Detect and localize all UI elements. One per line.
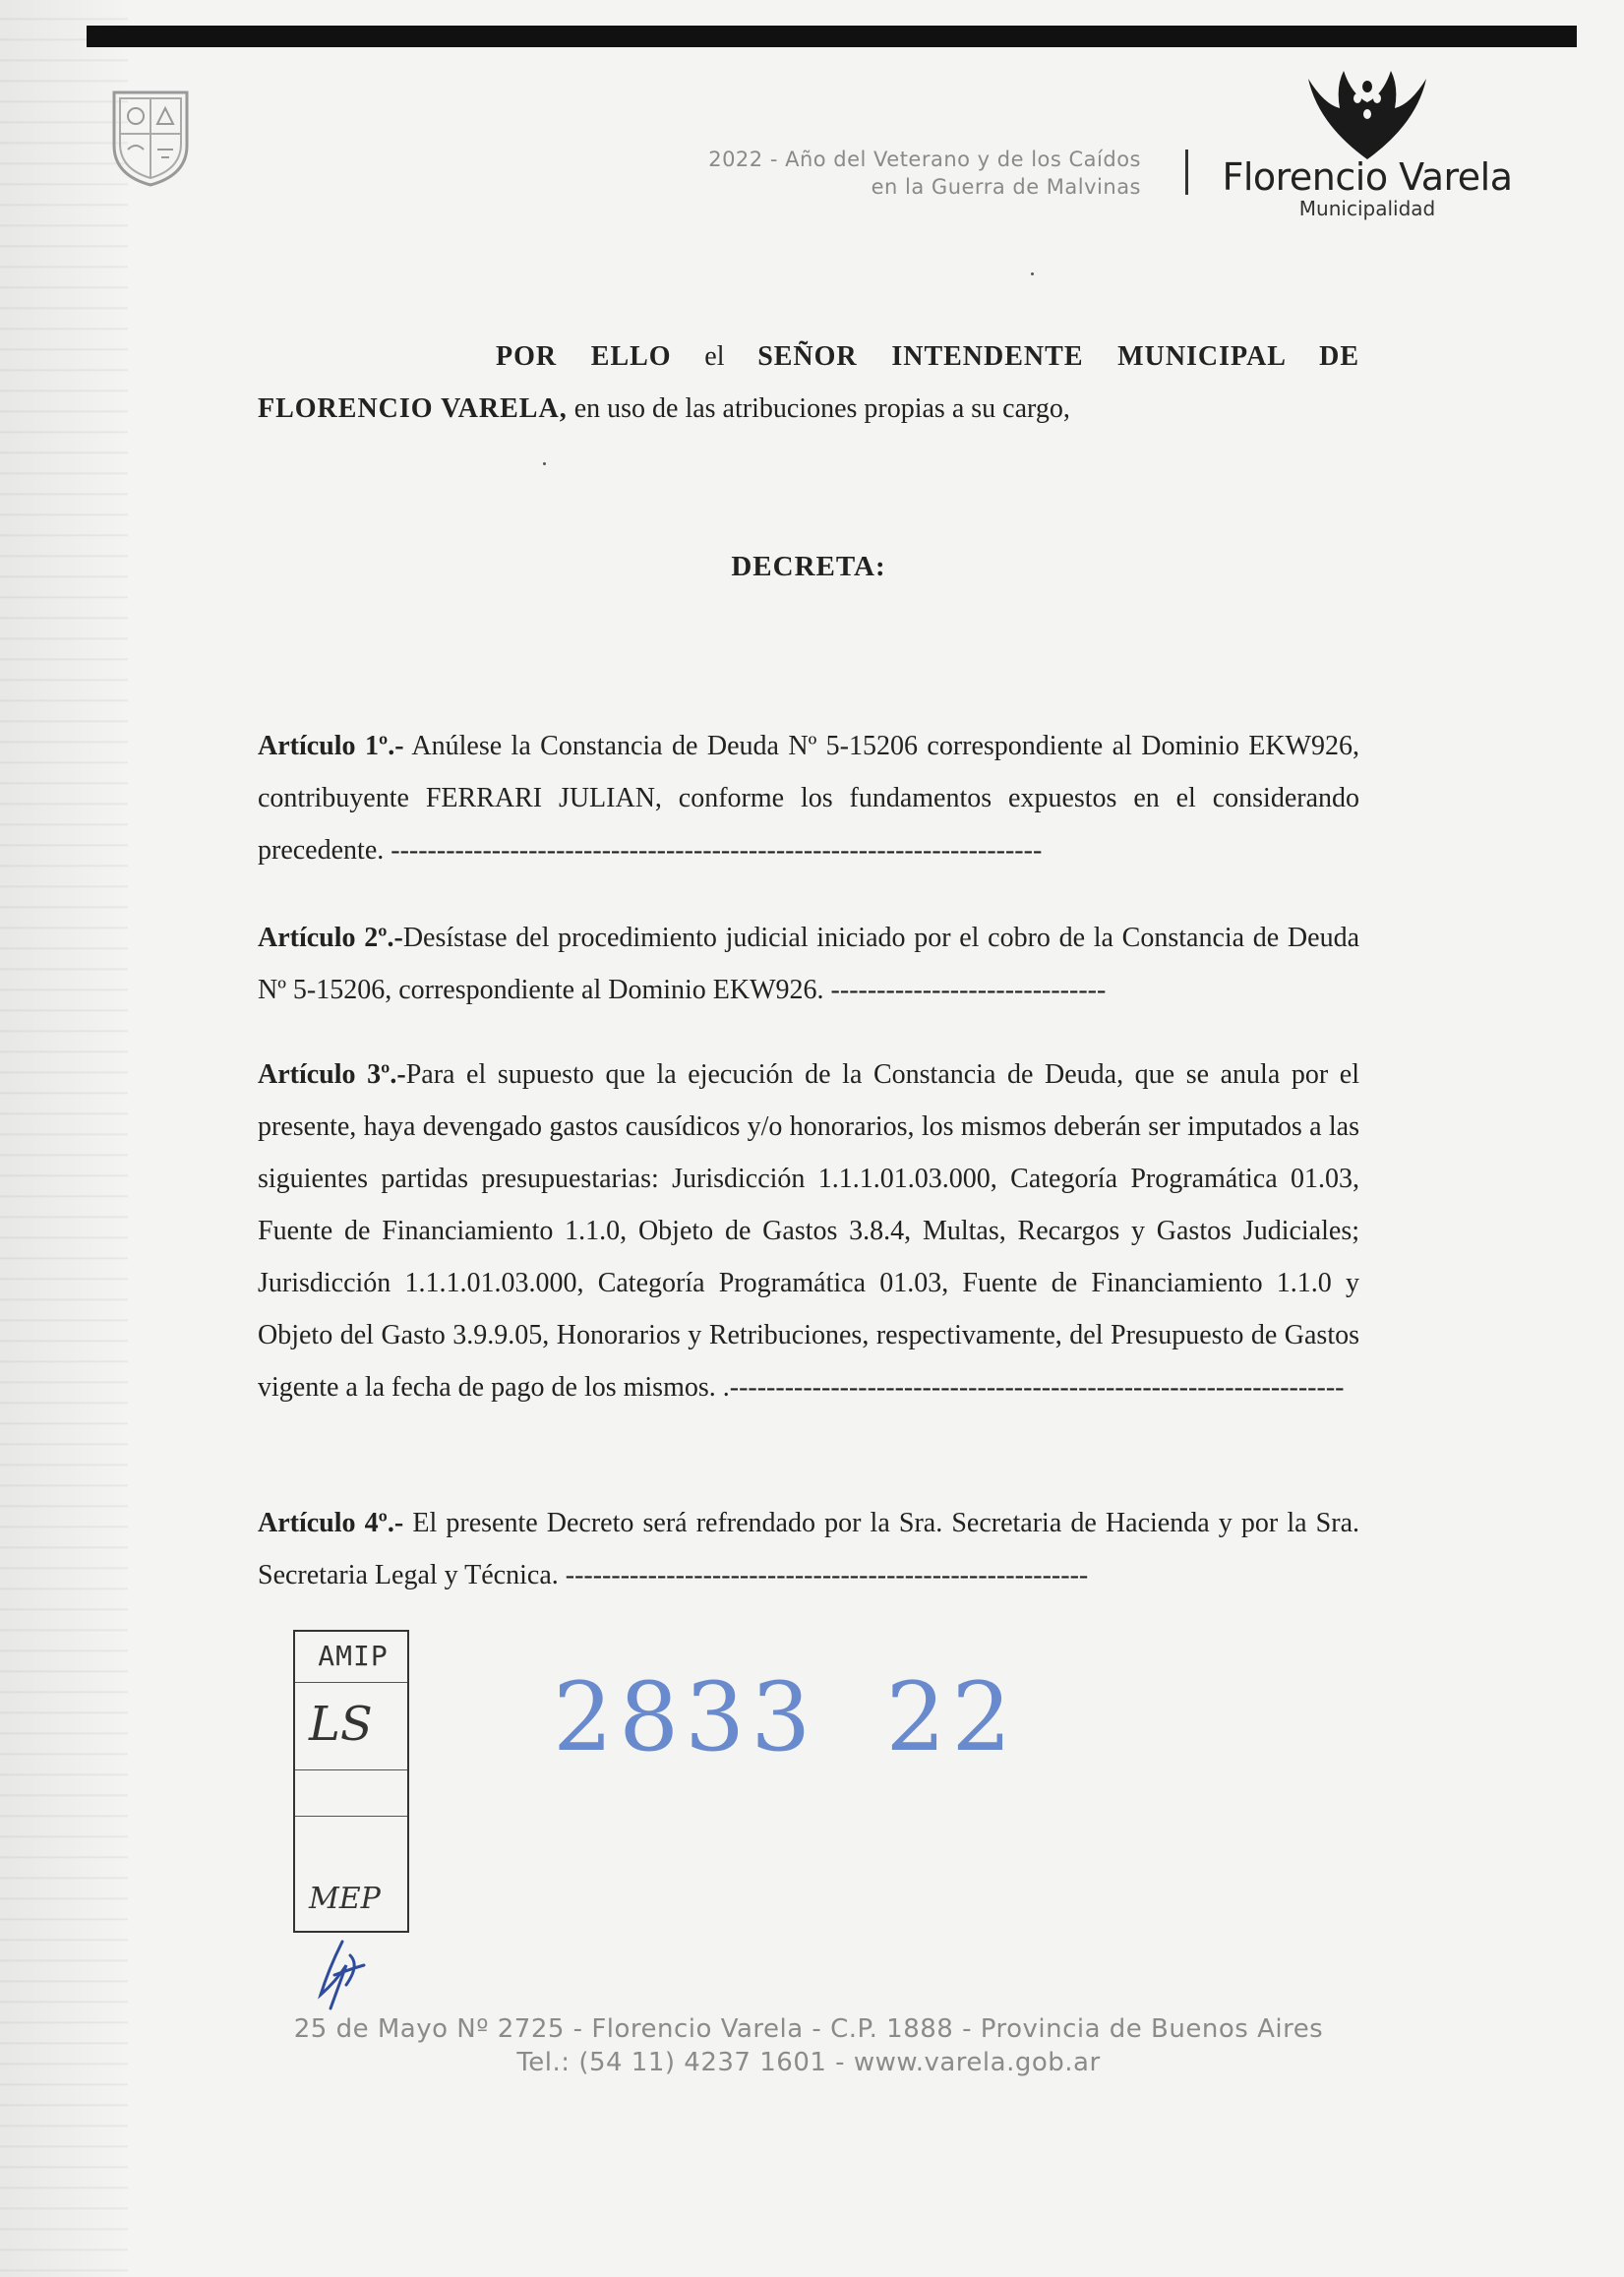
municipal-shield-icon — [110, 89, 191, 187]
preamble-tail: en uso de las atribuciones propias a su cargo, — [573, 393, 1070, 424]
stamp-initials-1: LS — [309, 1697, 373, 1752]
footer-contact: Tel.: (54 11) 4237 1601 - www.varela.gob.ar — [516, 2048, 1101, 2077]
decree-number-value: 2833 — [553, 1662, 817, 1772]
commemoration-line-1: 2022 - Año del Veterano y de los Caídos — [708, 148, 1141, 171]
brand-subtitle: Municipalidad — [1298, 197, 1436, 220]
article-4-text: El presente Decreto será refrendado por la Sra. Secretaria de Hacienda y por la Sra. Secretaria Legal y Técnica. --------------------------------------------------------- — [258, 1508, 1359, 1590]
article-1-text: Anúlese la Constancia de Deuda Nº 5-15206 correspondiente al Dominio EKW926, contribuyente FERRARI JULIAN, conforme los fundamentos expuestos en el considerando precedente. ----------------------------------------------------------------------- — [258, 731, 1359, 866]
stamp-label: AMIP — [318, 1640, 389, 1672]
article-1-title: Artículo 1º.- — [258, 731, 404, 761]
article-2 — [258, 912, 1359, 1016]
decree-number-year: 22 — [885, 1662, 1018, 1772]
stamp-blank-row — [295, 1769, 407, 1817]
brand-name: Florencio Varela — [1222, 155, 1513, 199]
scan-speck — [543, 462, 546, 465]
scan-speck — [1031, 272, 1034, 275]
preamble-connector: el — [704, 341, 725, 372]
header-divider — [1185, 150, 1188, 195]
article-2-text: Desístase del procedimiento judicial iniciado por el cobro de la Constancia de Deuda Nº 5-15206, correspondiente al Dominio EKW926. ------------------------------ — [258, 923, 1359, 1005]
scan-edge-artifact — [0, 0, 128, 2277]
handwritten-signature-icon — [291, 1936, 399, 2014]
approval-stamp — [293, 1630, 409, 1933]
preamble-lead-1: POR ELLO — [496, 341, 672, 372]
decreta-heading: DECRETA: — [731, 551, 886, 582]
article-3-text: Para el supuesto que la ejecución de la Constancia de Deuda, que se anula por el presente, haya devengado gastos causídicos y/o honorarios, los mismos deberán ser imputados a las siguientes partidas presupuestarias: Jurisdicción 1.1.1.01.03.000, Categoría Programática 01.03, Fuente de Financiamiento 1.1.0, Objeto de Gastos 3.8.4, Multas, Recargos y Gastos Judiciales; Jurisdicción 1.1.1.01.03.000, Categoría Programática 01.03, Fuente de Financiamiento 1.1.0 y Objeto del Gasto 3.9.9.05, Honorarios y Retribuciones, respectivamente, del Presupuesto de Gastos vigente a la fecha de pago de los mismos. .------------------------------------------------------------------- — [258, 1059, 1359, 1403]
commemoration-header — [590, 146, 1141, 201]
article-3 — [258, 1049, 1359, 1413]
stamp-initials-2: MEP — [309, 1882, 381, 1916]
florencio-varela-flower-logo-icon — [1300, 65, 1434, 163]
article-3-title: Artículo 3º.- — [258, 1059, 406, 1090]
footer-address: 25 de Mayo Nº 2725 - Florencio Varela - C.P. 1888 - Provincia de Buenos Aires — [293, 2014, 1324, 2044]
commemoration-line-2: en la Guerra de Malvinas — [871, 175, 1141, 199]
preamble-lead-2: SEÑOR INTENDENTE MUNICIPAL DE FLORENCIO VARELA, — [258, 341, 1360, 424]
article-1 — [258, 720, 1359, 876]
scan-top-bar — [87, 26, 1577, 47]
decree-number — [553, 1662, 1064, 1772]
article-4 — [258, 1497, 1359, 1601]
article-4-title: Artículo 4º.- — [258, 1508, 404, 1538]
preamble-paragraph — [258, 330, 1359, 435]
article-2-title: Artículo 2º.- — [258, 923, 403, 953]
